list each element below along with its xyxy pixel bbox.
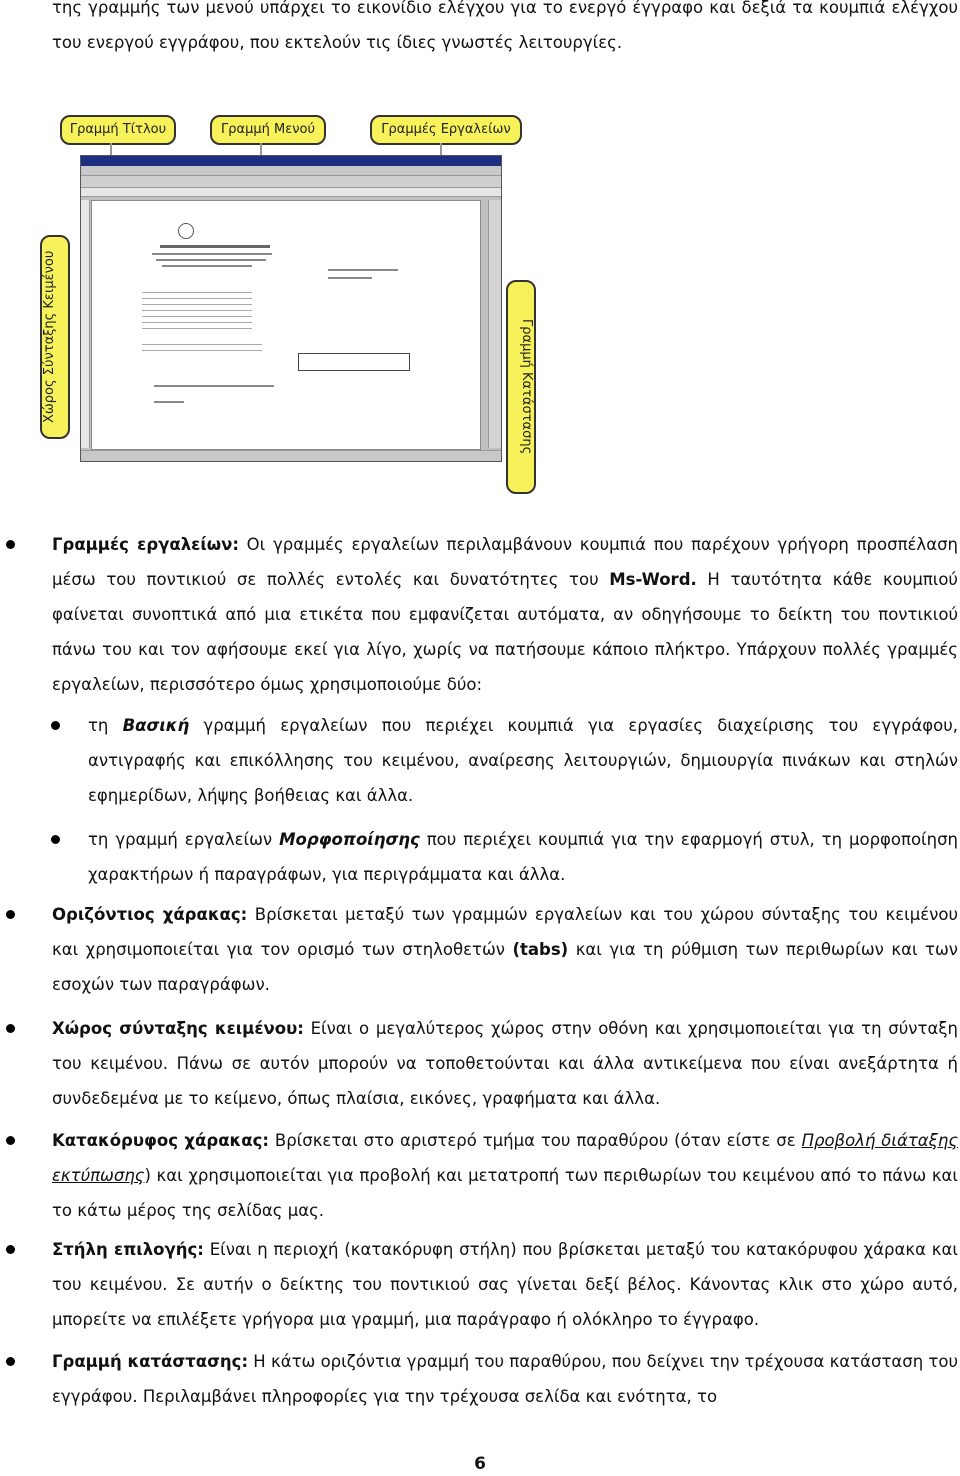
sub1-pre: τη [88, 716, 123, 735]
mock-standard-toolbar [81, 176, 501, 188]
mock-title-bar [81, 156, 501, 166]
subbullet-standard-text [88, 708, 958, 813]
callout-title-bar-label: Γραμμή Τίτλου [69, 122, 167, 137]
subbullet-standard [0, 708, 960, 818]
bullet-vertical-ruler [0, 1123, 960, 1233]
bullet-dot-icon [6, 1245, 15, 1254]
letterhead-line [162, 265, 252, 267]
sub2-text: που περιέχει κουμπιά για την εφαρμογή στυλ, τη μορφοποίηση χαρακτήρων ή παραγράφων, για περιγράμματα και άλλα. [88, 830, 959, 884]
callout-status-bar [506, 280, 536, 494]
bullet-dot-icon [6, 1024, 15, 1033]
sender-details [142, 339, 262, 353]
callout-menu-bar [210, 115, 326, 145]
intro-paragraph [52, 0, 958, 60]
callout-workspace [40, 235, 70, 439]
subbullet-formatting-text [88, 822, 958, 892]
bullet-status-bar-text [52, 1344, 958, 1414]
term-toolbars: Γραμμές εργαλείων: [52, 535, 239, 554]
mock-vertical-scrollbar [488, 200, 501, 448]
bullet-selection-column [0, 1232, 960, 1342]
bullet-dot-icon [6, 540, 15, 549]
term-standard: Βασική [122, 716, 190, 735]
hruler-text-part2: και για τη ρύθμιση των περιθωρίων και των εσοχών των παραγράφων. [52, 940, 958, 994]
subbullet-formatting [0, 822, 960, 894]
term-msword: Ms-Word. [609, 570, 697, 589]
emblem-icon [178, 223, 194, 239]
word-window-mockup [80, 155, 502, 462]
mock-status-bar [81, 450, 501, 461]
bullet-dot-icon [6, 910, 15, 919]
callout-workspace-label: Χώρος Σύνταξης Κειμένου [42, 250, 57, 424]
bullet-dot-icon [6, 1136, 15, 1145]
callout-toolbars-label: Γραμμές Εργαλείων [381, 122, 511, 137]
bullet-status-bar [0, 1344, 960, 1419]
vruler-text-part1: Βρίσκεται στο αριστερό τμήμα του παραθύρου (όταν είστε σε [268, 1131, 802, 1150]
page-number: 6 [474, 1454, 486, 1474]
sender-details [142, 287, 252, 331]
bullet-toolbars [0, 527, 960, 707]
bullet-toolbars-text [52, 527, 958, 702]
recipient-box [298, 353, 410, 371]
toolbars-text-part1: Οι γραμμές εργαλείων περιλαμβάνουν κουμπιά που παρέχουν γρήγορη προσπέλαση μέσω του ποντικιού σε πολλές εντολές και δυνατότητες του [52, 535, 958, 589]
term-tabs: (tabs) [512, 940, 569, 959]
bullet-dot-icon [6, 1357, 15, 1366]
bullet-horizontal-ruler [0, 897, 960, 1007]
mock-document-page [91, 200, 481, 450]
date-line [328, 269, 398, 271]
term-status-bar: Γραμμή κατάστασης: [52, 1352, 249, 1371]
intro-text: της γραμμής των μενού υπάρχει το εικονίδιο ελέγχου για το ενεργό έγγραφο και δεξιά τα κουμπιά ελέγχου του ενεργού εγγράφου, που εκτελούν τις ίδιες γνωστές λειτουργίες. [52, 0, 958, 52]
bullet-workspace-text [52, 1011, 958, 1116]
term-selection-column: Στήλη επιλογής: [52, 1240, 204, 1259]
bullet-vertical-ruler-text [52, 1123, 958, 1228]
hruler-text-part1: Βρίσκεται μεταξύ των γραμμών εργαλείων και του χώρου σύνταξης του κειμένου και χρησιμοποιείται για τον ορισμό των στηλοθετών [52, 905, 958, 959]
subject-line [154, 401, 184, 403]
letterhead-line [152, 253, 272, 255]
word-screenshot-figure [40, 105, 540, 500]
bullet-dot-icon [51, 835, 60, 844]
print-layout-link[interactable]: Προβολή διάταξης εκτύπωσης [52, 1131, 958, 1185]
selection-text: Είναι η περιοχή (κατακόρυφη στήλη) που βρίσκεται μεταξύ του κατακόρυφου χάρακα και του κειμένου. Σε αυτήν ο δείκτης του ποντικιού σας γίνεται δεξί βέλος. Κάνοντας κλικ στο χώρο αυτό, μπορείτε να επιλέξετε γρήγορα μια γραμμή, μια παράγραφο ή ολόκληρο το έγγραφο. [52, 1240, 958, 1329]
workspace-text: Είναι ο μεγαλύτερος χώρος στην οθόνη και χρησιμοποιείται για τη σύνταξη του κειμένου. Πάνω σε αυτόν μπορούν να τοποθετούνται και άλλα αντικείμενα που είναι ανεξάρτητα ή συνδεδεμένα με το κείμενο, όπως πλαίσια, εικόνες, γραφήματα και άλλα. [52, 1019, 958, 1108]
callout-toolbars [370, 115, 522, 145]
date-line [328, 277, 372, 279]
status-text: Η κάτω οριζόντια γραμμή του παραθύρου, που δείχνει την τρέχουσα κατάσταση του εγγράφου. Περιλαμβάνει πληροφορίες για την τρέχουσα σελίδα και ενότητα, το [52, 1352, 958, 1406]
mock-menu-bar [81, 166, 501, 176]
callout-status-bar-label: Γραμμή Κατάστασης [519, 319, 534, 455]
mock-vertical-ruler [81, 200, 90, 448]
bullet-selection-column-text [52, 1232, 958, 1337]
term-horizontal-ruler: Οριζόντιος χάρακας: [52, 905, 248, 924]
term-workspace: Χώρος σύνταξης κειμένου: [52, 1019, 304, 1038]
bullet-dot-icon [51, 721, 60, 730]
callout-menu-bar-label: Γραμμή Μενού [221, 122, 315, 137]
toolbars-text-part2: Η ταυτότητα κάθε κουμπιού φαίνεται συνοπτικά από μια ετικέτα που εμφανίζεται αυτόματα, αν οδηγήσουμε το δείκτη του ποντικιού πάνω του και τον αφήσουμε εκεί για λίγο, χωρίς να πατήσουμε κάποιο πλήκτρο. Υπάρχουν πολλές γραμμές εργαλείων, περισσότερο όμως χρησιμοποιούμε δύο: [52, 570, 958, 694]
subject-line [154, 385, 274, 387]
term-vertical-ruler: Κατακόρυφος χάρακας: [52, 1131, 269, 1150]
letterhead-line [156, 259, 266, 261]
mock-horizontal-ruler [81, 188, 501, 197]
vruler-text-part2: ) και χρησιμοποιείται για προβολή και μετατροπή των περιθωρίων του κειμένου από το πάνω και το κάτω μέρος της σελίδας μας. [52, 1166, 958, 1220]
term-formatting: Μορφοποίησης [279, 830, 420, 849]
bullet-workspace [0, 1011, 960, 1121]
callout-title-bar [60, 115, 176, 145]
bullet-horizontal-ruler-text [52, 897, 958, 1002]
sub2-pre: τη γραμμή εργαλείων [88, 830, 280, 849]
sub1-text: γραμμή εργαλείων που περιέχει κουμπιά για εργασίες διαχείρισης του εγγράφου, αντιγραφής και επικόλλησης του κειμένου, αναίρεσης λειτουργιών, δημιουργία πινάκων και στηλών εφημερίδων, λήψης βοήθειας και άλλα. [88, 716, 958, 805]
letterhead-line [160, 245, 270, 248]
